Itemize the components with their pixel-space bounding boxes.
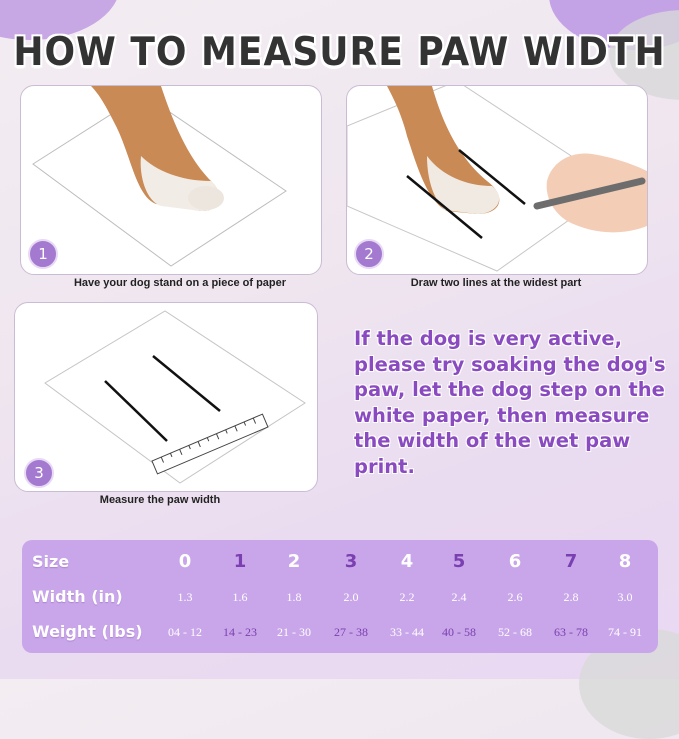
weight-cell: 27 - 38 xyxy=(334,625,368,639)
step-3-illustration xyxy=(14,302,318,492)
step-2-illustration xyxy=(346,85,648,275)
weight-row-header: Weight (lbs) xyxy=(32,622,143,641)
weight-cell: 63 - 78 xyxy=(554,625,588,639)
width-cell: 2.0 xyxy=(343,590,359,604)
weight-cell: 52 - 68 xyxy=(498,625,532,639)
weight-cell: 14 - 23 xyxy=(223,625,257,639)
size-cell: 1 xyxy=(233,551,247,572)
width-cell: 2.2 xyxy=(399,590,415,604)
page-title: HOW TO MEASURE PAW WIDTH xyxy=(13,29,666,76)
step-2-number: 2 xyxy=(354,239,384,269)
width-cell: 2.6 xyxy=(507,590,523,604)
size-cell: 8 xyxy=(618,551,632,572)
size-chart-table xyxy=(22,540,658,653)
weight-cell: 21 - 30 xyxy=(277,625,311,639)
ruler-measure-illustration xyxy=(15,303,317,491)
width-cell: 3.0 xyxy=(617,590,633,604)
width-cell: 1.3 xyxy=(177,590,193,604)
size-cell: 4 xyxy=(400,551,414,572)
step-2-caption: Draw two lines at the widest part xyxy=(410,277,582,289)
step-3-number: 3 xyxy=(24,458,54,488)
step-1-caption: Have your dog stand on a piece of paper xyxy=(73,277,287,289)
size-cell: 6 xyxy=(508,551,522,572)
step-1-illustration xyxy=(20,85,322,275)
width-cell: 1.8 xyxy=(286,590,302,604)
weight-cell: 74 - 91 xyxy=(608,625,642,639)
step-1-number: 1 xyxy=(28,239,58,269)
table-row-size xyxy=(22,545,658,579)
draw-lines-illustration xyxy=(347,86,647,274)
size-row-header: Size xyxy=(32,552,70,571)
size-cell: 7 xyxy=(564,551,578,572)
step-3-caption: Measure the paw width xyxy=(99,494,221,506)
paw-on-paper-illustration xyxy=(21,86,321,274)
width-cell: 2.4 xyxy=(451,590,467,604)
size-cell: 3 xyxy=(344,551,358,572)
width-cell: 1.6 xyxy=(232,590,248,604)
table-row-width xyxy=(22,580,658,614)
weight-cell: 40 - 58 xyxy=(442,625,476,639)
size-cell: 5 xyxy=(452,551,466,572)
weight-cell: 33 - 44 xyxy=(390,625,424,639)
width-cell: 2.8 xyxy=(563,590,579,604)
size-cell: 2 xyxy=(287,551,301,572)
width-row-header: Width (in) xyxy=(32,587,123,606)
active-dog-tip: If the dog is very active, please try soaking the dog's paw, let the dog step on the white paper, then measure the width of the wet paw print. xyxy=(354,327,666,478)
weight-cell: 04 - 12 xyxy=(168,625,202,639)
table-row-weight xyxy=(22,615,658,649)
size-cell: 0 xyxy=(178,551,192,572)
